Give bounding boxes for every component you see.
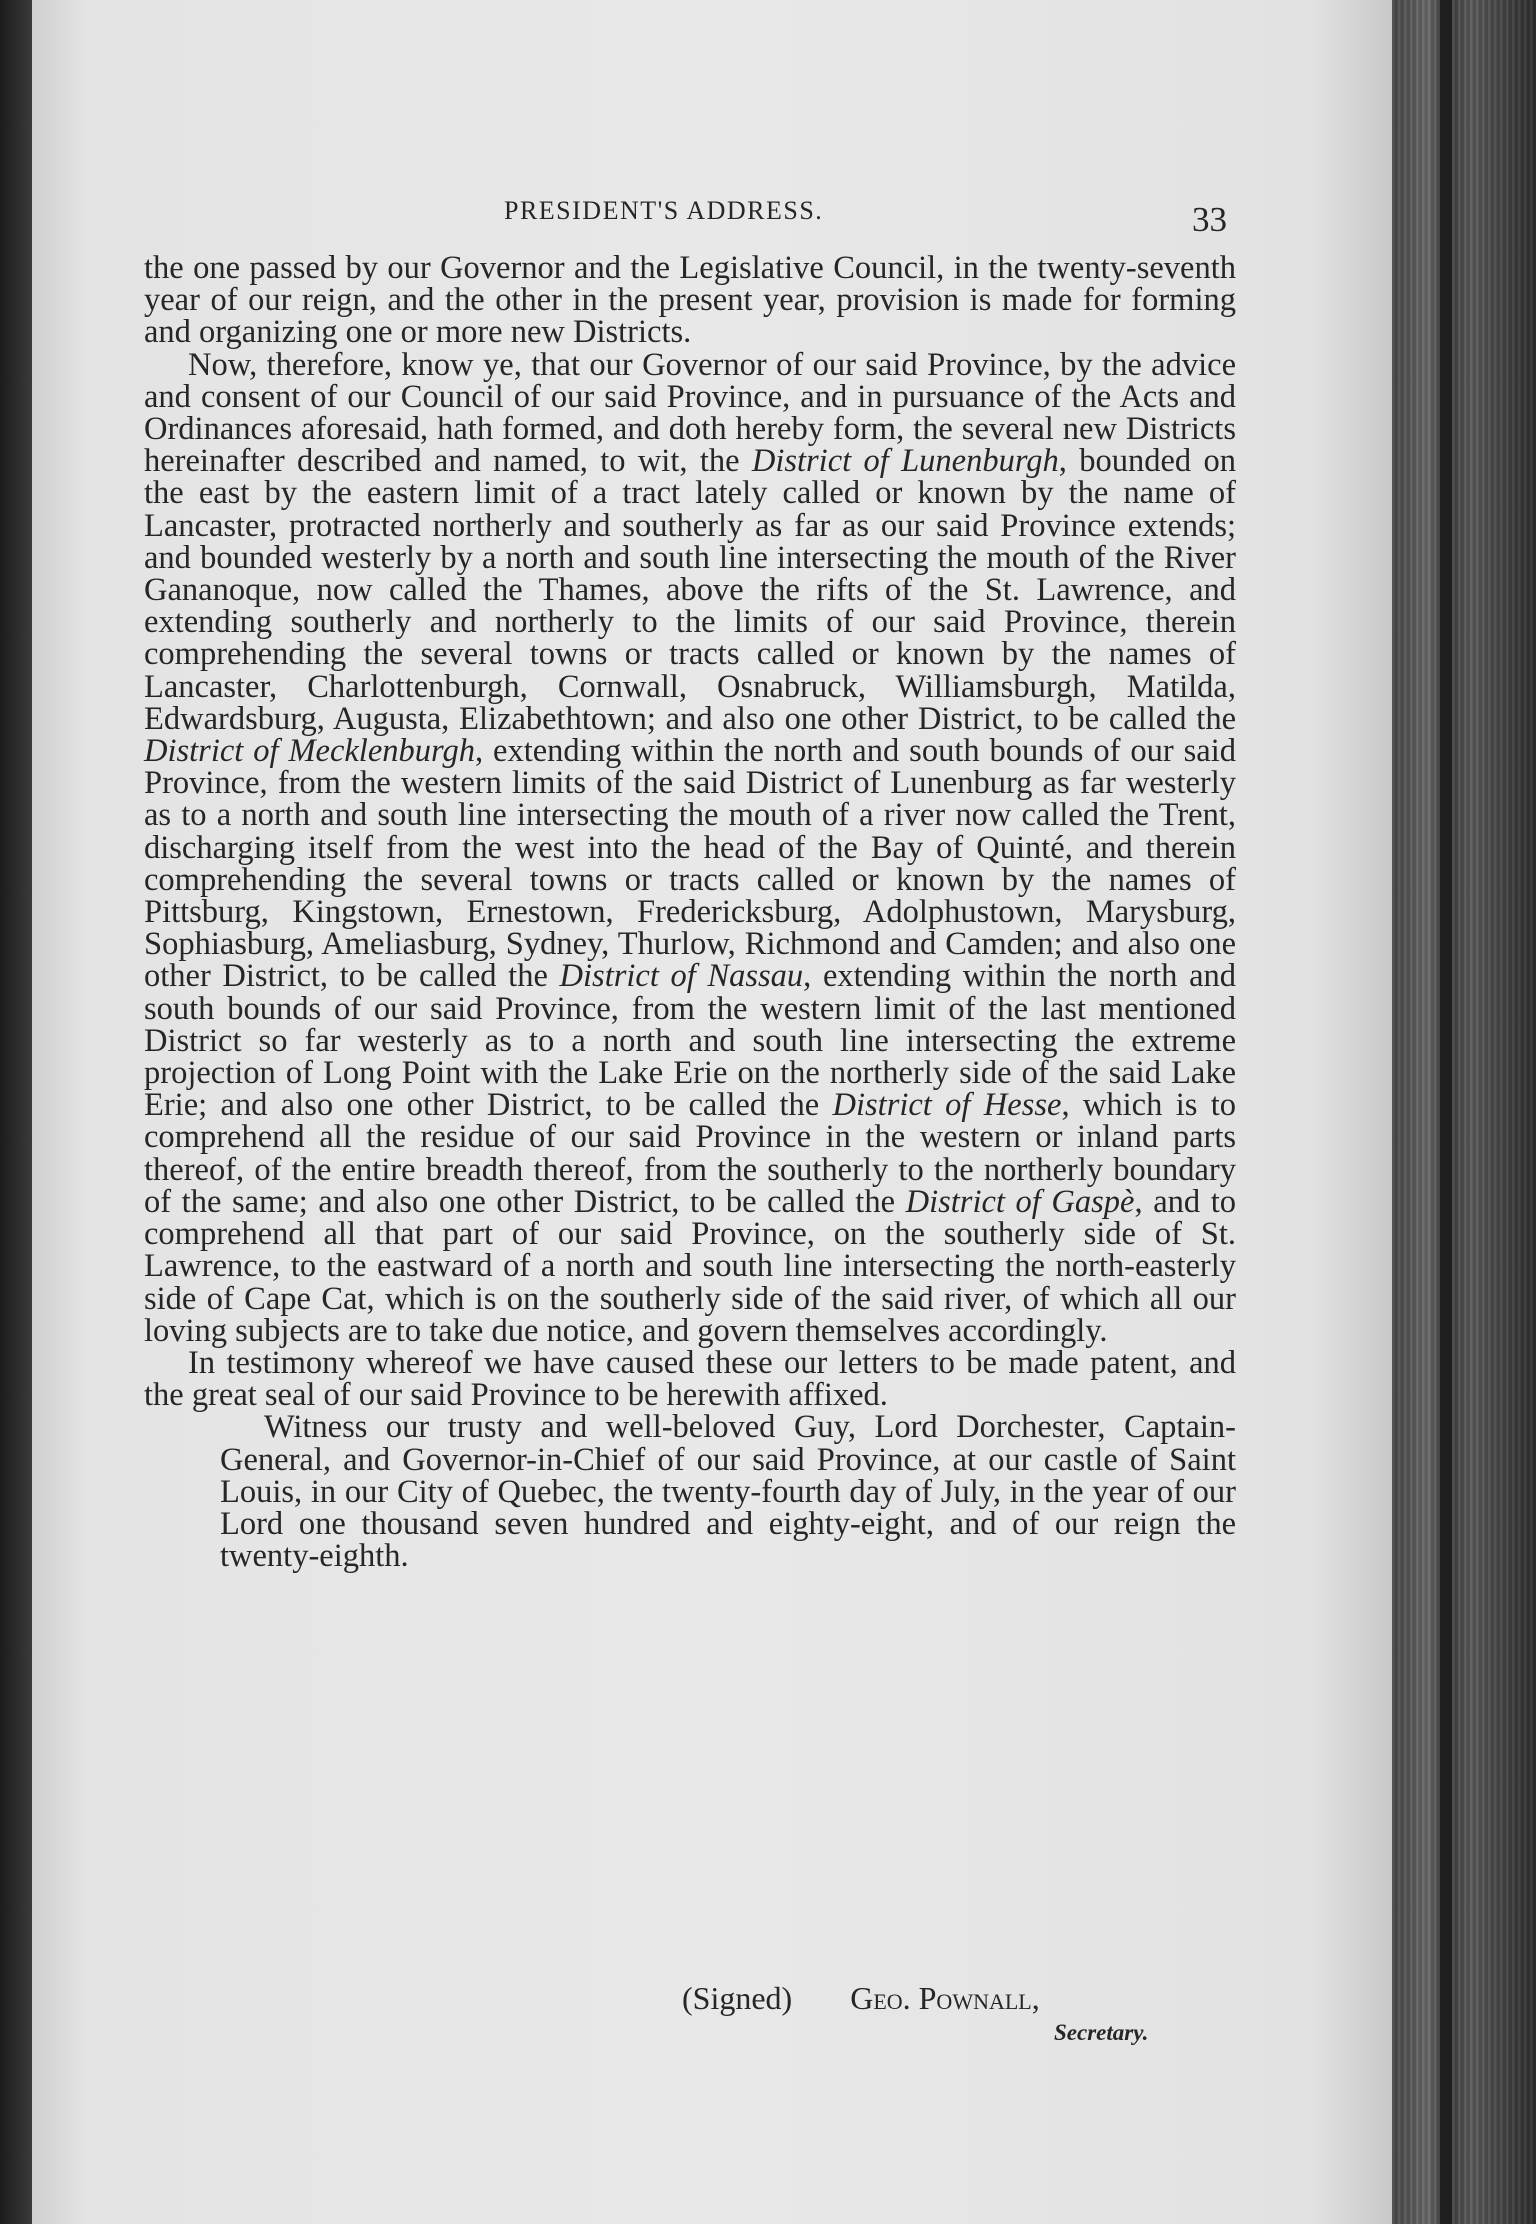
page-header — [32, 190, 1392, 240]
district-mecklenburgh: District of Mecklenburgh — [144, 733, 475, 770]
signatory-title: Secretary. — [1054, 2020, 1149, 2045]
district-nassau: District of Nassau — [559, 958, 804, 995]
paragraph-testimony: In testimony whereof we have caused these our letters to be made patent, and the great seal of our said Province to be herewith affixed. — [144, 1344, 1236, 1414]
signed-label: (Signed) — [682, 1980, 793, 2016]
paragraph-continuation: the one passed by our Governor and the Legislative Council, in the twenty-seventh year of our reign, and the other in the present year, provision is made for forming and organizing one or more new Districts. — [144, 250, 1236, 351]
text-run: , and to comprehend all that part of our said Province, on the southerly side of St. Lawrence, to the eastward of a north and south line intersecting the north-easterly side of Cape Cat, which is on the southerly side of the said river, of which all our loving subjects are to take due notice, and govern themselves accordingly. — [144, 1183, 1236, 1349]
page-number: 33 — [1192, 200, 1227, 239]
paragraph-witness: Witness our trusty and well-beloved Guy, Lord Dorchester, Captain-General, and Governor-in-Chief of our said Province, at our castle of Saint Louis, in our City of Quebec, the twenty-fourth day of July, in the year of our Lord one thousand seven hundred and eighty-eight, and of our reign the twenty-eighth. — [220, 1409, 1236, 1575]
text-run: Now, therefore, know ye, that our Governor of our said Province, by the advice and consent of our Council of our said Province, and in pursuance of the Acts and Ordinances aforesaid, hath formed, and doth hereby form, the several new Districts hereinafter described and named, to wit, the — [144, 346, 1236, 480]
scan-left-margin — [0, 0, 32, 2224]
paragraph-proclamation — [144, 346, 1237, 1349]
signatory-name: Geo. Pownall, — [850, 1980, 1040, 2016]
spine-shadow-band — [1440, 0, 1452, 2224]
text-run: , which is to comprehend all the residue of our said Province in the western or inland parts thereof, of the entire breadth thereof, from the southerly to the northerly boundary of the same; and also one other District, to be called the — [144, 1087, 1236, 1220]
text-run: , extending within the north and south bounds of our said Province, from the western limit of the last mentioned District so far westerly as to a north and south line intersecting the extreme projection of Long Point with the Lake Erie on the northerly side of the said Lake Erie; and also one other District, to be called the — [144, 958, 1237, 1124]
running-head: PRESIDENT'S ADDRESS. — [504, 196, 824, 225]
district-lunenburgh: District of Lunenburgh — [751, 443, 1059, 480]
body-text — [144, 250, 1237, 1575]
signature-line — [682, 1980, 1040, 2017]
book-page — [32, 0, 1392, 2224]
text-run: , bounded on the east by the eastern limit of a tract lately called or known by the name of Lancaster, protracted northerly and southerly as far as our said Province extends; and bounded westerly by a north and south line intersecting the mouth of the River Gananoque, now called the Thames, above the rifts of the St. Lawrence, and extending southerly and northerly to the limits of our said Province, therein comprehending the several towns or tracts called or known by the names of Lancaster, Charlottenburgh, Cornwall, Osnabruck, Williamsburgh, Matilda, Edwardsburg, Augusta, Elizabethtown; and also one other District, to be called the — [144, 443, 1236, 737]
district-gaspe: District of Gaspè — [905, 1183, 1135, 1220]
text-run: , extending within the north and south bounds of our said Province, from the western limits of the said District of Lunenburg as far westerly as to a north and south line intersecting the mouth of a river now called the Trent, discharging itself from the west into the head of the Bay of Quinté, and therein comprehending the several towns or tracts called or known by the names of Pittsburg, Kingstown, Ernestown, Fredericksburg, Adolphustown, Marysburg, Sophiasburg, Ameliasburg, Sydney, Thurlow, Richmond and Camden; and also one other District, to be called the — [144, 733, 1236, 995]
district-hesse: District of Hesse — [832, 1087, 1062, 1124]
book-spine — [1392, 0, 1536, 2224]
